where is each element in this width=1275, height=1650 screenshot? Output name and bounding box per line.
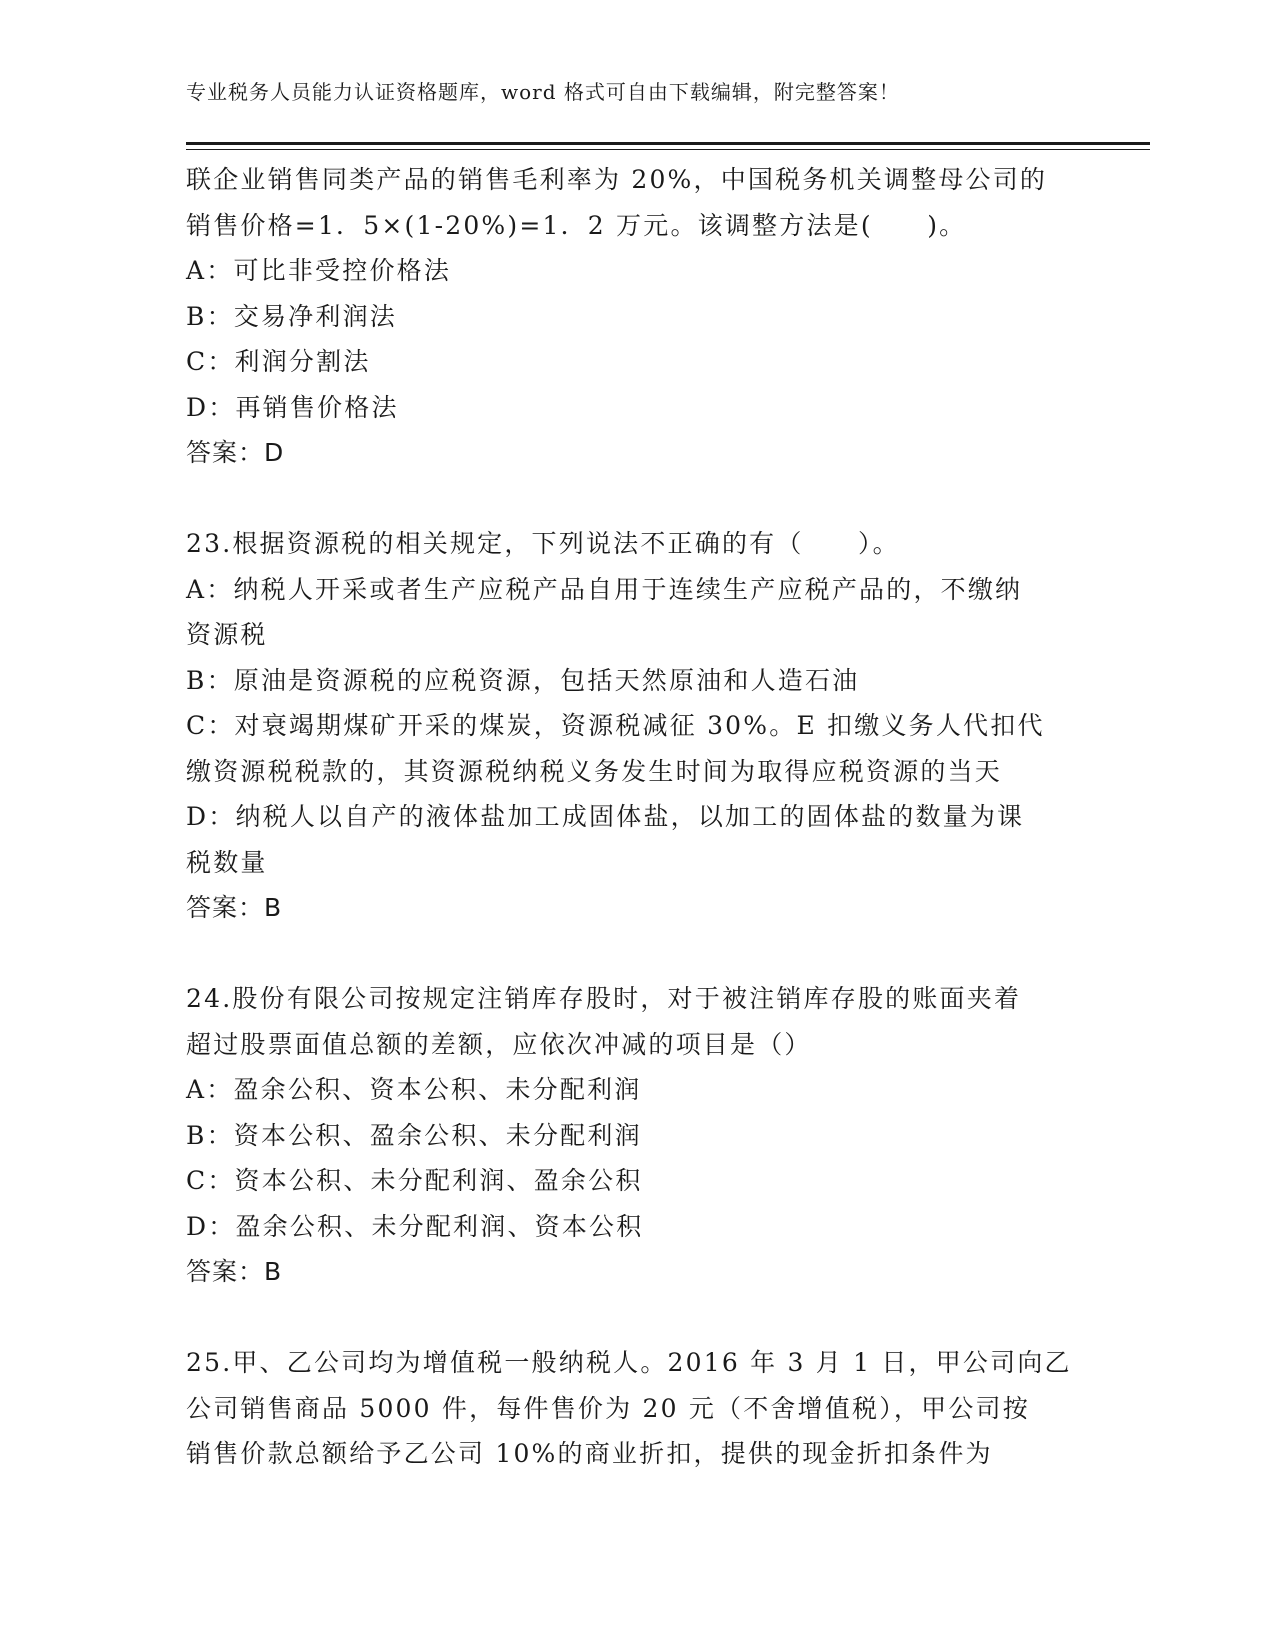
question-text-line: 销售价款总额给予乙公司 10%的商业折扣，提供的现金折扣条件为 [186, 1439, 993, 1468]
option-c: C：资本公积、未分配利润、盈余公积 [186, 1166, 643, 1195]
option-b: B：资本公积、盈余公积、未分配利润 [186, 1120, 642, 1150]
header-rule-thin [186, 149, 1150, 150]
header-rule-thick [186, 142, 1150, 145]
option-d: D：纳税人以自产的液体盐加工成固体盐，以加工的固体盐的数量为课 [186, 802, 1025, 831]
option-c: C：利润分割法 [186, 347, 371, 376]
question-text-line: 25.甲、乙公司均为增值税一般纳税人。2016 年 3 月 1 日，甲公司向乙 [186, 1348, 1072, 1377]
spacer [186, 476, 1086, 522]
option-a: A：盈余公积、资本公积、未分配利润 [186, 1075, 642, 1104]
question-22 [186, 157, 1086, 476]
question-text-line: 超过股票面值总额的差额，应依次冲减的项目是（） [186, 1029, 812, 1059]
option-b: B：交易净利润法 [186, 301, 397, 331]
question-text-line: 公司销售商品 5000 件，每件售价为 20 元（不舍增值税），甲公司按 [186, 1393, 1030, 1423]
question-content [186, 157, 1086, 1477]
option-c-continued: 缴资源税税款的，其资源税纳税义务发生时间为取得应税资源的当天 [186, 756, 1003, 786]
option-d: D：再销售价格法 [186, 392, 399, 422]
answer-line: 答案：B [186, 893, 283, 922]
question-24 [186, 976, 1086, 1295]
option-a: A：纳税人开采或者生产应税产品自用于连续生产应税产品的，不缴纳 [186, 574, 1023, 604]
question-25 [186, 1340, 1086, 1477]
question-text-line: 24.股份有限公司按规定注销库存股时，对于被注销库存股的账面夹着 [186, 984, 1022, 1013]
option-b: B：原油是资源税的应税资源，包括天然原油和人造石油 [186, 665, 860, 695]
option-d: D：盈余公积、未分配利润、资本公积 [186, 1211, 644, 1241]
option-c: C：对衰竭期煤矿开采的煤炭，资源税减征 30%。E 扣缴义务人代扣代 [186, 711, 1045, 740]
option-a-continued: 资源税 [186, 620, 268, 649]
page-header: 专业税务人员能力认证资格题库，word 格式可自由下载编辑，附完整答案！ [186, 80, 900, 104]
question-23 [186, 521, 1086, 931]
question-text-line: 销售价格=1．5×(1-20%)=1．2 万元。该调整方法是( )。 [186, 210, 967, 240]
answer-line: 答案：B [186, 1257, 283, 1286]
answer-line: 答案：D [186, 438, 285, 467]
question-text-line: 联企业销售同类产品的销售毛利率为 20%，中国税务机关调整母公司的 [186, 165, 1048, 194]
spacer [186, 1295, 1086, 1341]
option-a: A：可比非受控价格法 [186, 256, 452, 285]
option-d-continued: 税数量 [186, 847, 268, 877]
spacer [186, 931, 1086, 977]
question-text-line: 23.根据资源税的相关规定，下列说法不正确的有（ ）。 [186, 529, 900, 558]
